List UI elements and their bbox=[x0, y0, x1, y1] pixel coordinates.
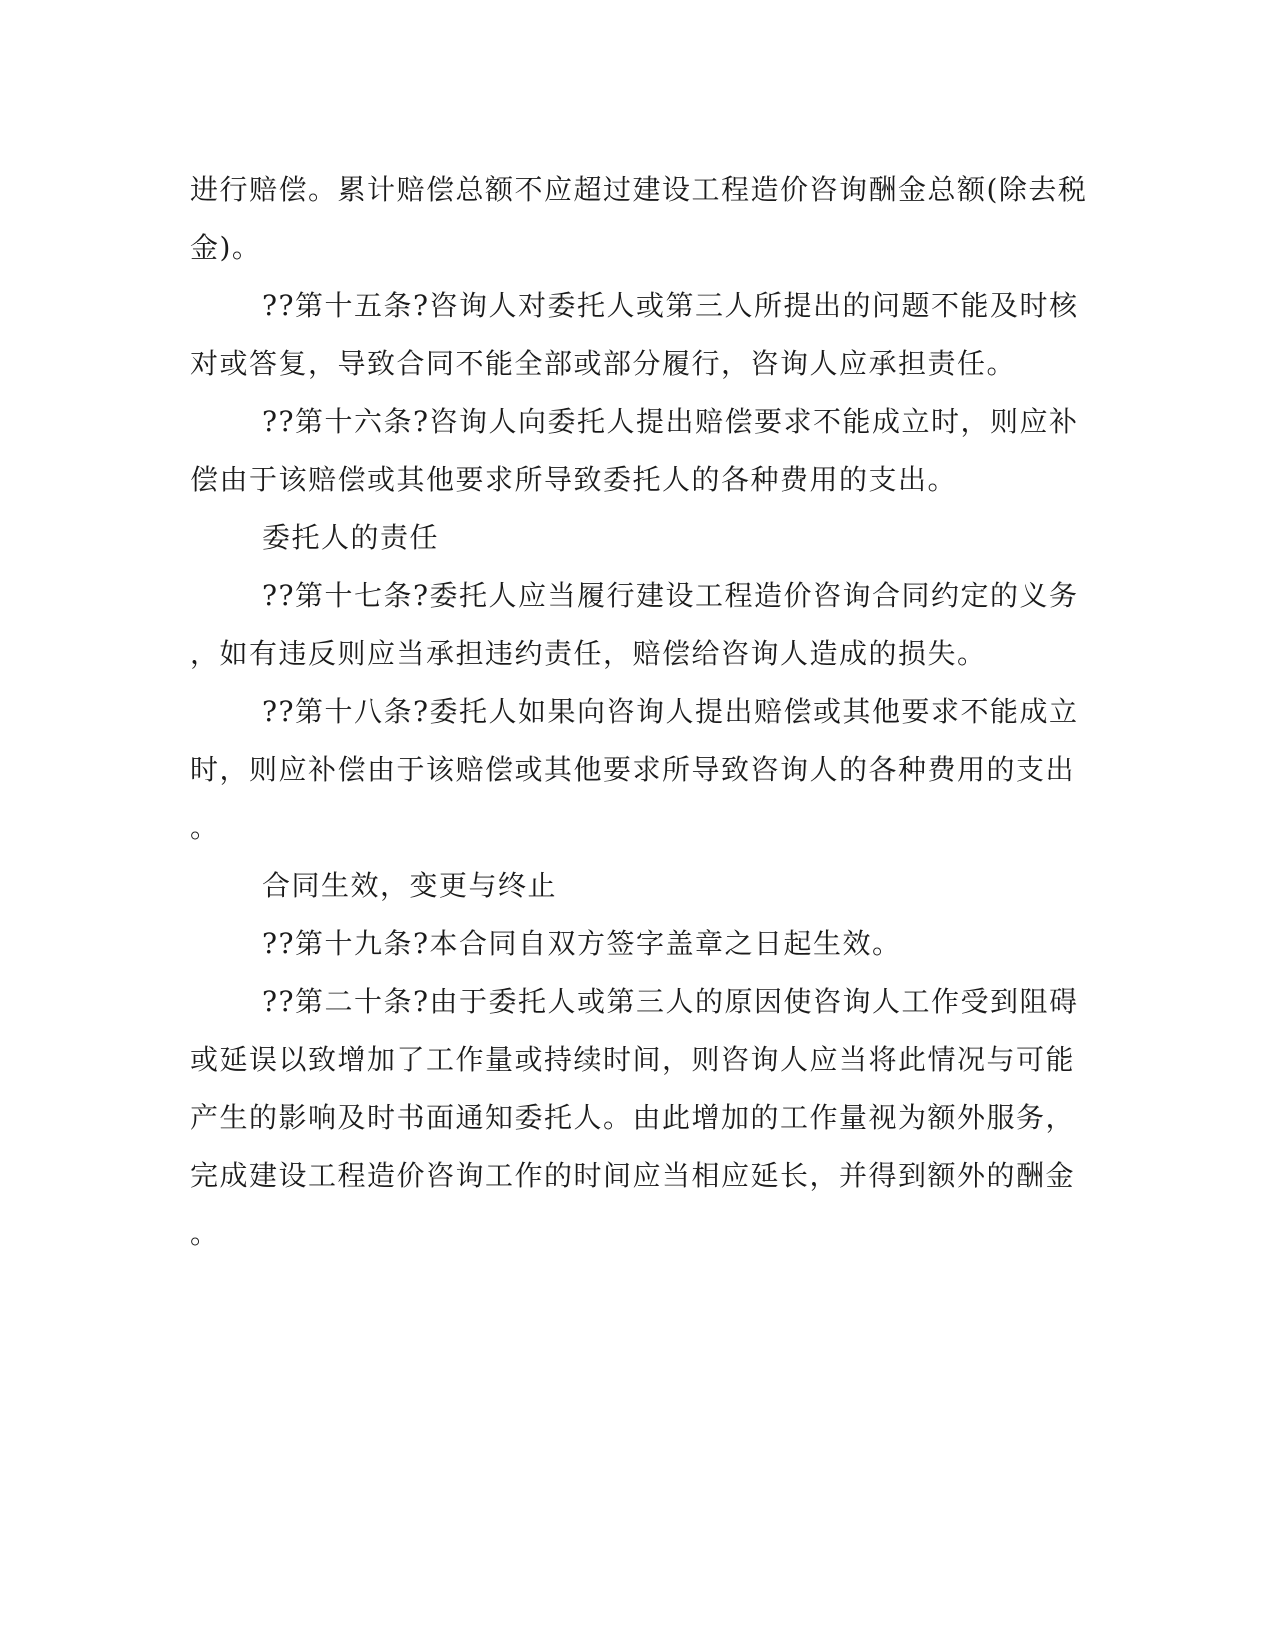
article-15-heading-line: ??第十五条?咨询人对委托人或第三人所提出的问题不能及时核 bbox=[262, 289, 1079, 322]
text-line: 或延误以致增加了工作量或持续时间，则咨询人应当将此情况与可能 bbox=[190, 1043, 1076, 1076]
article-18-heading-line: ??第十八条?委托人如果向咨询人提出赔偿或其他要求不能成立 bbox=[262, 695, 1079, 728]
text-line: 金)。 bbox=[190, 231, 262, 264]
text-line: 。 bbox=[190, 1217, 220, 1250]
article-19-heading-line: ??第十九条?本合同自双方签字盖章之日起生效。 bbox=[262, 927, 902, 960]
article-20-heading-line: ??第二十条?由于委托人或第三人的原因使咨询人工作受到阻碍 bbox=[262, 985, 1079, 1018]
text-line: 偿由于该赔偿或其他要求所导致委托人的各种费用的支出。 bbox=[190, 463, 958, 496]
section-heading-contract-effect: 合同生效，变更与终止 bbox=[262, 869, 558, 902]
section-heading-client-responsibility: 委托人的责任 bbox=[262, 521, 440, 554]
text-line: 完成建设工程造价咨询工作的时间应当相应延长，并得到额外的酬金 bbox=[190, 1159, 1076, 1192]
text-line: 进行赔偿。累计赔偿总额不应超过建设工程造价咨询酬金总额(除去税 bbox=[190, 173, 1088, 206]
text-line: ，如有违反则应当承担违约责任，赔偿给咨询人造成的损失。 bbox=[190, 637, 987, 670]
article-16-heading-line: ??第十六条?咨询人向委托人提出赔偿要求不能成立时，则应补 bbox=[262, 405, 1079, 438]
article-17-heading-line: ??第十七条?委托人应当履行建设工程造价咨询合同约定的义务 bbox=[262, 579, 1079, 612]
text-line: 。 bbox=[190, 811, 220, 844]
text-line: 产生的影响及时书面通知委托人。由此增加的工作量视为额外服务， bbox=[190, 1101, 1076, 1134]
text-line: 对或答复，导致合同不能全部或部分履行，咨询人应承担责任。 bbox=[190, 347, 1017, 380]
text-line: 时，则应补偿由于该赔偿或其他要求所导致咨询人的各种费用的支出 bbox=[190, 753, 1076, 786]
